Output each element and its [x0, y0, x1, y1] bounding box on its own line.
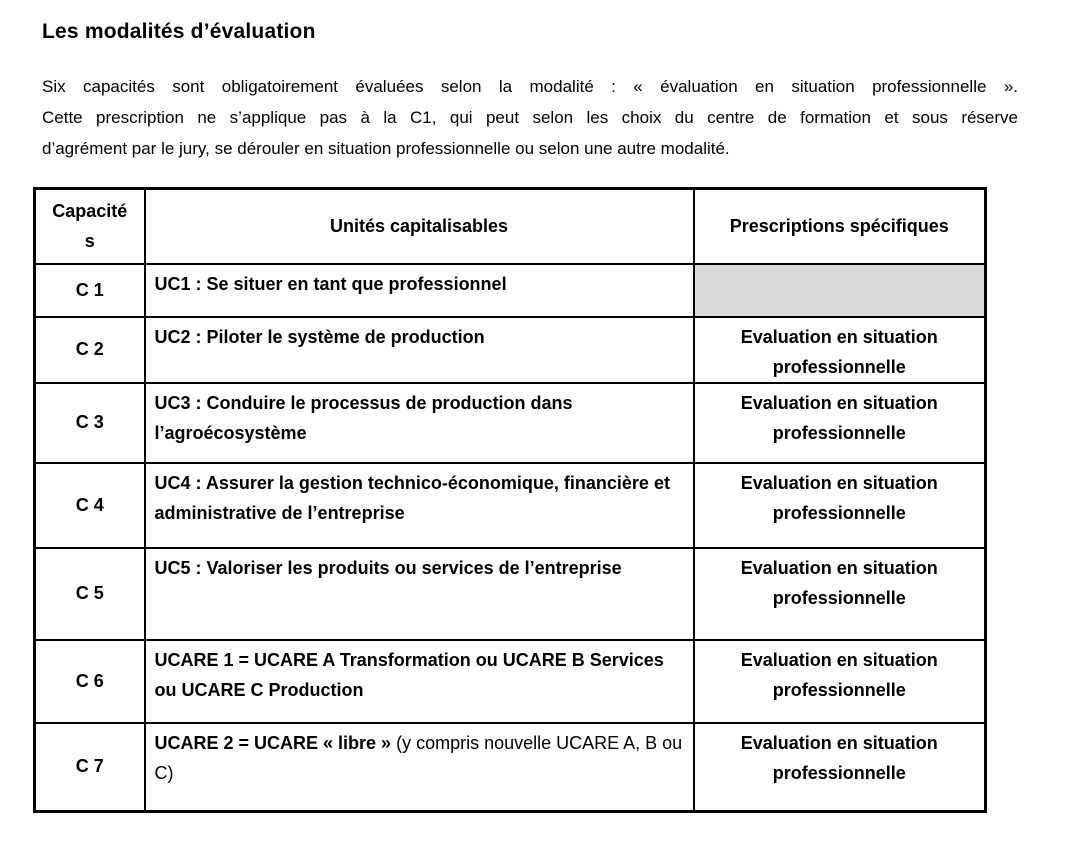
capacite-cell: C 7	[35, 723, 145, 812]
prescription-cell: Evaluation en situation professionnelle	[694, 723, 986, 812]
uc-cell: UC3 : Conduire le processus de production dans l’agroécosystème	[145, 383, 694, 463]
capacite-cell: C 3	[35, 383, 145, 463]
prescription-cell: Evaluation en situation professionnelle	[694, 463, 986, 548]
uc-cell: UC4 : Assurer la gestion technico-économique, financière et administrative de l’entreprise	[145, 463, 694, 548]
table-row-c3	[35, 383, 986, 463]
prescription-cell: Evaluation en situation professionnelle	[694, 548, 986, 640]
prescription-cell-shaded	[694, 264, 986, 317]
capacite-cell: C 6	[35, 640, 145, 723]
header-cell-prescriptions-specifiques: Prescriptions spécifiques	[694, 189, 986, 264]
table-row-c2	[35, 317, 986, 383]
table-header	[35, 189, 986, 264]
table-row-c1	[35, 264, 986, 317]
capacite-cell: C 4	[35, 463, 145, 548]
prescription-cell: Evaluation en situation professionnelle	[694, 383, 986, 463]
uc-cell: UCARE 1 = UCARE A Transformation ou UCARE B Services ou UCARE C Production	[145, 640, 694, 723]
header-cell-unites-capitalisables: Unités capitalisables	[145, 189, 694, 264]
intro-paragraph	[42, 71, 1018, 164]
uc-label-bold: UCARE 2 = UCARE « libre »	[154, 732, 392, 753]
prescription-cell: Evaluation en situation professionnelle	[694, 317, 986, 383]
header-cell-capacites	[35, 189, 145, 264]
capacite-cell: C 5	[35, 548, 145, 640]
table-row-c6	[35, 640, 986, 723]
evaluation-table	[33, 187, 987, 813]
table-row-c7	[35, 723, 986, 812]
header-row	[35, 189, 986, 264]
capacite-cell: C 2	[35, 317, 145, 383]
intro-line: d’agrément par le jury, se dérouler en situation professionnelle ou selon une autre modalité.	[42, 139, 730, 158]
uc-cell: UC2 : Piloter le système de production	[145, 317, 694, 383]
uc-cell: UC5 : Valoriser les produits ou services de l’entreprise	[145, 548, 694, 640]
header-capacites-label: Capacités	[52, 201, 128, 252]
uc-label-regular: (y compris nouvelle UCARE A, B ou C)	[154, 732, 683, 783]
prescription-cell: Evaluation en situation professionnelle	[694, 640, 986, 723]
table-row-c4	[35, 463, 986, 548]
capacite-cell: C 1	[35, 264, 145, 317]
page-title: Les modalités d’évaluation	[42, 20, 316, 43]
uc-cell	[145, 723, 694, 812]
intro-line: Six capacités sont obligatoirement évaluées selon la modalité : « évaluation en situation professionnelle ».	[42, 77, 1018, 96]
intro-line: Cette prescription ne s’applique pas à la C1, qui peut selon les choix du centre de formation et sous réserve	[42, 108, 1018, 127]
table-row-c5	[35, 548, 986, 640]
uc-cell: UC1 : Se situer en tant que professionnel	[145, 264, 694, 317]
